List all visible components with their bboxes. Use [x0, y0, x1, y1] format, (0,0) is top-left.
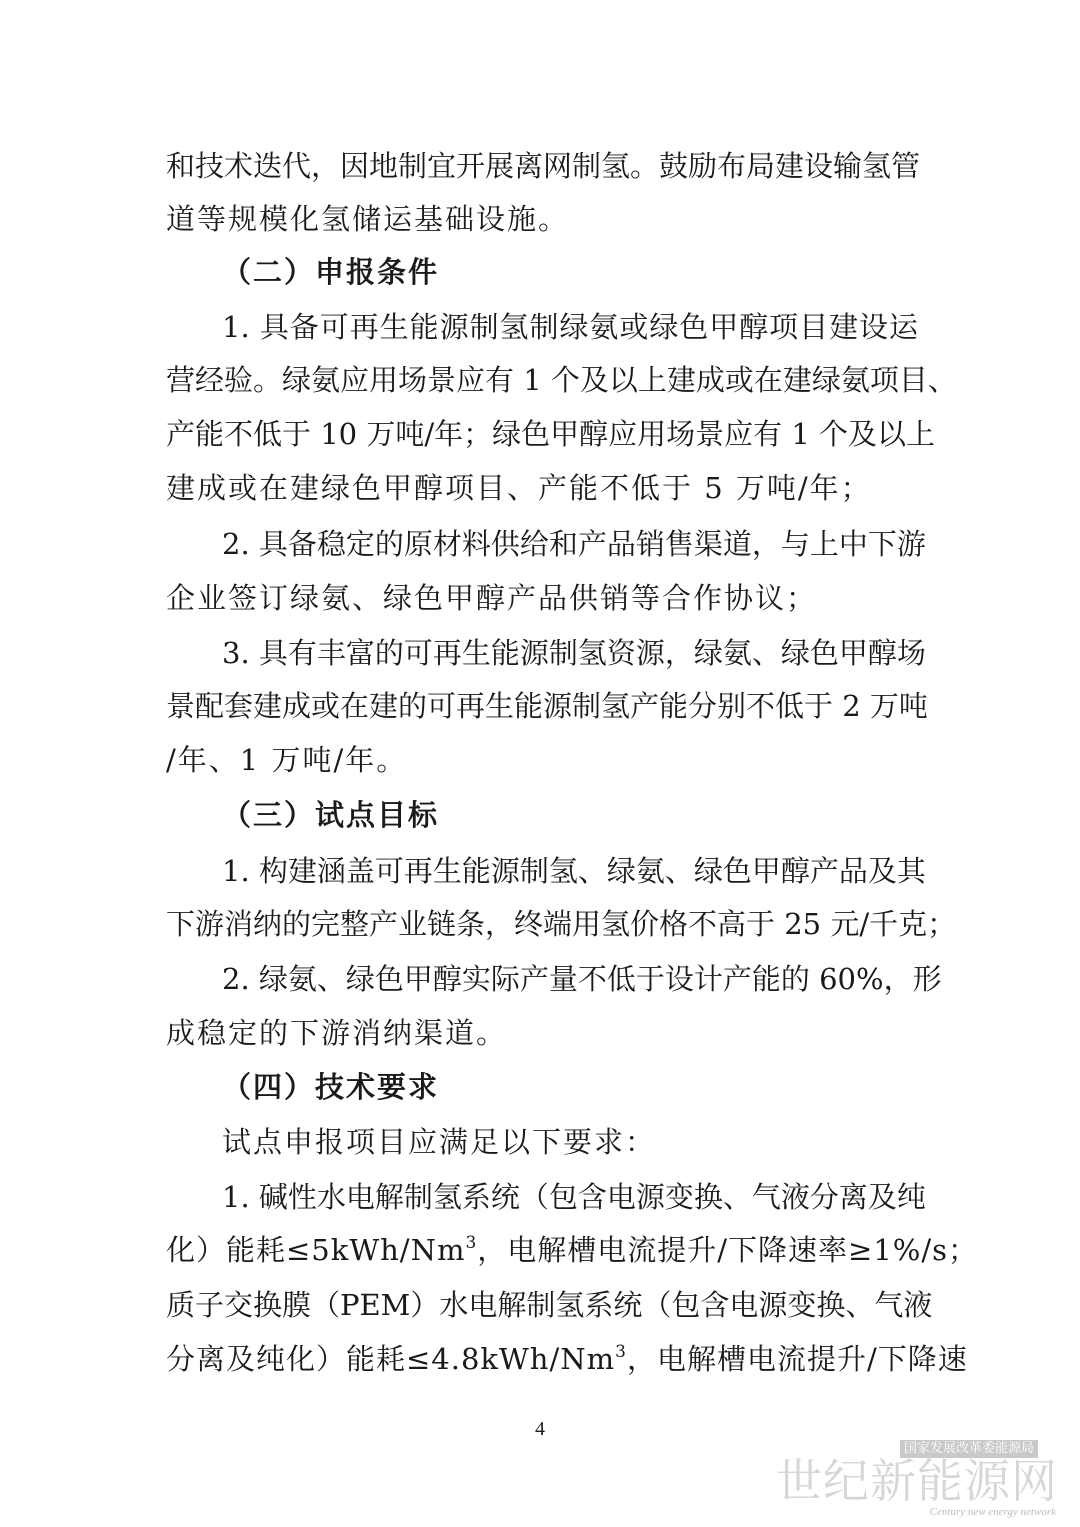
watermark-sub: Century new energy network: [929, 1506, 1056, 1518]
body-line: 企业签订绿氨、绿色甲醇产品供销等合作协议；: [166, 581, 818, 615]
body-line: [166, 1232, 979, 1268]
body-line: 质子交换膜（PEM）水电解制氢系统（包含电源变换、气液: [166, 1288, 933, 1322]
section-heading: （二）申报条件: [222, 255, 440, 289]
body-line: 建成或在建绿色甲醇项目、产能不低于 5 万吨/年；: [166, 471, 872, 505]
body-line: 产能不低于 10 万吨/年；绿色甲醇应用场景应有 1 个及以上: [166, 417, 935, 451]
section-heading: （三）试点目标: [222, 798, 440, 832]
body-line-part: ，电解槽电流提升/下降速率≥1%/s；: [477, 1233, 979, 1267]
body-line: 1. 构建涵盖可再生能源制氢、绿氨、绿色甲醇产品及其: [222, 854, 926, 888]
body-line: 3. 具有丰富的可再生能源制氢资源，绿氨、绿色甲醇场: [222, 636, 926, 670]
body-line-part: 分离及纯化）能耗≤4.8kWh/Nm: [166, 1342, 616, 1376]
body-line-part: ，电解槽电流提升/下降速: [626, 1342, 968, 1376]
body-line: 1. 具备可再生能源制氢制绿氨或绿色甲醇项目建设运: [222, 310, 918, 344]
page-number: 4: [535, 1418, 545, 1440]
watermark-logo: [776, 1440, 1066, 1520]
body-line: 下游消纳的完整产业链条，终端用氢价格不高于 25 元/千克；: [166, 907, 957, 941]
body-line: 2. 绿氨、绿色甲醇实际产量不低于设计产能的 60%，形: [222, 962, 942, 996]
body-line: [166, 1341, 968, 1377]
body-line: 试点申报项目应满足以下要求：: [222, 1125, 657, 1159]
section-heading: （四）技术要求: [222, 1070, 440, 1104]
body-line: 营经验。绿氨应用场景应有 1 个及以上建成或在建绿氨项目、: [166, 363, 957, 397]
body-line: 2. 具备稳定的原材料供给和产品销售渠道，与上中下游: [222, 527, 926, 561]
body-line: 道等规模化氢储运基础设施。: [166, 202, 570, 236]
superscript: 3: [465, 1233, 478, 1253]
body-line-part: 化）能耗≤5kWh/Nm: [166, 1233, 466, 1267]
body-line: /年、1 万吨/年。: [166, 743, 408, 777]
watermark-main: 世纪新能源网: [776, 1454, 1058, 1508]
watermark-tag: 国家发展改革委能源局: [900, 1440, 1038, 1458]
body-line: 1. 碱性水电解制氢系统（包含电源变换、气液分离及纯: [222, 1180, 926, 1214]
body-line: 成稳定的下游消纳渠道。: [166, 1016, 508, 1050]
superscript: 3: [615, 1342, 627, 1362]
body-line: 景配套建成或在建的可再生能源制氢产能分别不低于 2 万吨: [166, 689, 928, 723]
body-line: 和技术迭代，因地制宜开展离网制氢。鼓励布局建设输氢管: [166, 149, 921, 183]
